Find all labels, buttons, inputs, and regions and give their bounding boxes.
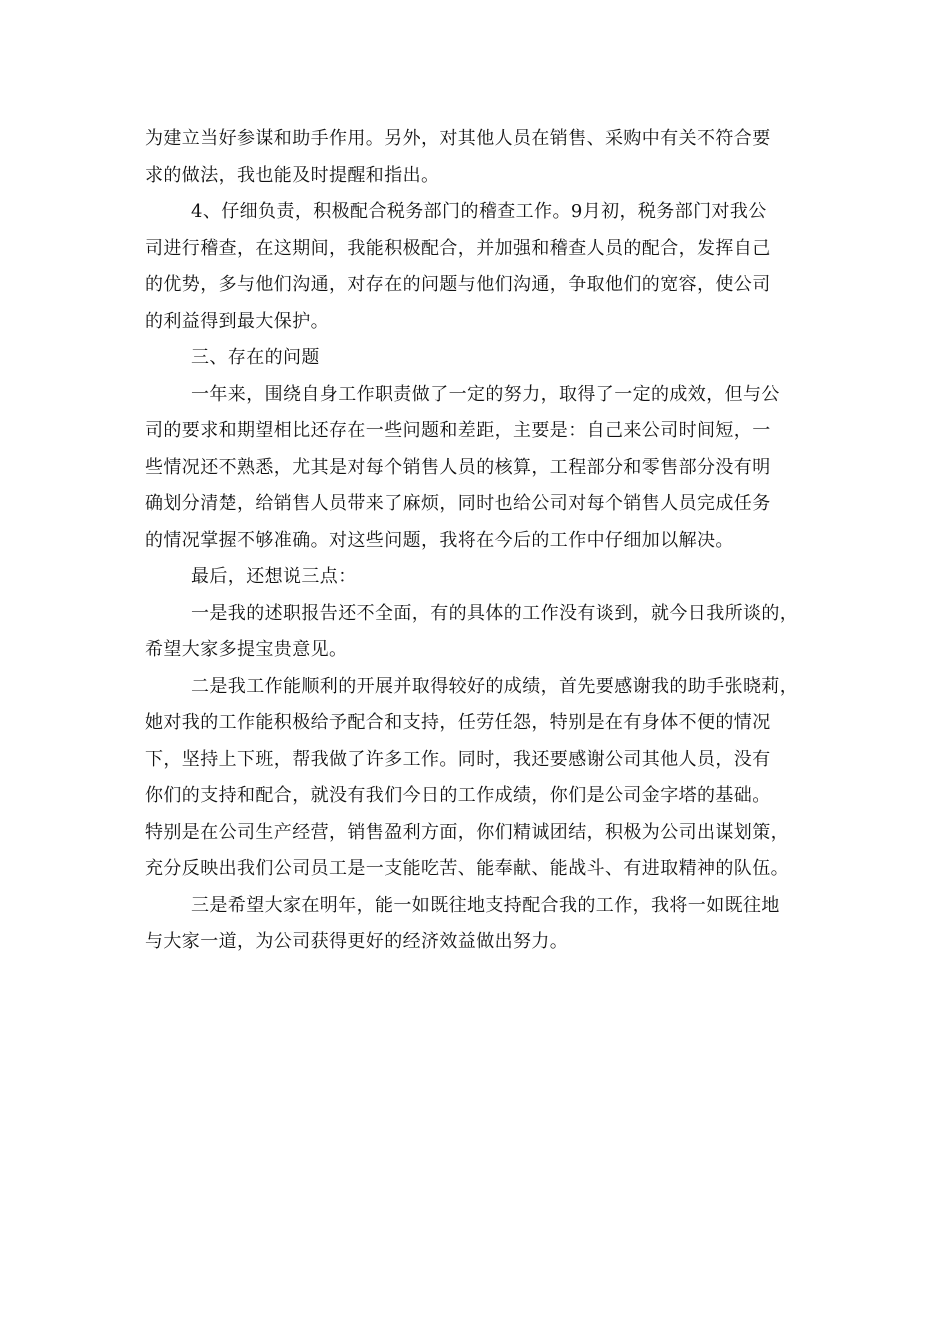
text-line: 特别是在公司生产经营，销售盈利方面，你们精诚团结，积极为公司出谋划策， xyxy=(145,821,789,843)
text-line: 司的要求和期望相比还存在一些问题和差距，主要是：自己来公司时间短，一 xyxy=(145,420,771,441)
document-body xyxy=(145,121,815,961)
text-line: 你们的支持和配合，就没有我们今日的工作成绩，你们是公司金字塔的基础。 xyxy=(145,785,771,806)
paragraph-start-line: 一是我的述职报告还不全面，有的具体的工作没有谈到，就今日我所谈的， xyxy=(191,602,799,624)
paragraph-start-line: 三是希望大家在明年，能一如既往地支持配合我的工作，我将一如既往地 xyxy=(191,894,780,916)
text-line: 为建立当好参谋和助手作用。另外，对其他人员在销售、采购中有关不符合要 xyxy=(145,128,771,149)
text-line: 的利益得到最大保护。 xyxy=(145,310,329,332)
text-line: 司进行稽查，在这期间，我能积极配合，并加强和稽查人员的配合，发挥自己 xyxy=(145,237,771,259)
text-line: 她对我的工作能积极给予配合和支持，任劳任怨，特别是在有身体不便的情况 xyxy=(145,712,771,733)
paragraph-start-line: 一年来，围绕自身工作职责做了一定的努力，取得了一定的成效，但与公 xyxy=(191,383,780,405)
paragraph-start-line: 4、仔细负责，积极配合税务部门的稽查工作。9月初，税务部门对我公 xyxy=(191,201,767,222)
text-line: 充分反映出我们公司员工是一支能吃苦、能奉献、能战斗、有进取精神的队伍。 xyxy=(145,858,789,879)
text-line: 与大家一道，为公司获得更好的经济效益做出努力。 xyxy=(145,931,569,952)
paragraph-start-line: 二是我工作能顺利的开展并取得较好的成绩，首先要感谢我的助手张晓莉， xyxy=(191,675,799,697)
text-line: 希望大家多提宝贵意见。 xyxy=(145,639,348,660)
text-line: 的优势，多与他们沟通，对存在的问题与他们沟通，争取他们的宽容，使公司 xyxy=(145,274,771,295)
section-heading: 三、存在的问题 xyxy=(191,347,320,368)
text-line: 的情况掌握不够准确。对这些问题，我将在今后的工作中仔细加以解决。 xyxy=(145,529,734,551)
text-line: 求的做法，我也能及时提醒和指出。 xyxy=(145,164,440,186)
paragraph-start-line: 最后，还想说三点： xyxy=(191,566,357,587)
text-line: 确划分清楚，给销售人员带来了麻烦，同时也给公司对每个销售人员完成任务 xyxy=(145,493,771,514)
text-line: 下，坚持上下班，帮我做了许多工作。同时，我还要感谢公司其他人员，没有 xyxy=(145,748,771,770)
text-line: 些情况还不熟悉，尤其是对每个销售人员的核算，工程部分和零售部分没有明 xyxy=(145,456,771,478)
